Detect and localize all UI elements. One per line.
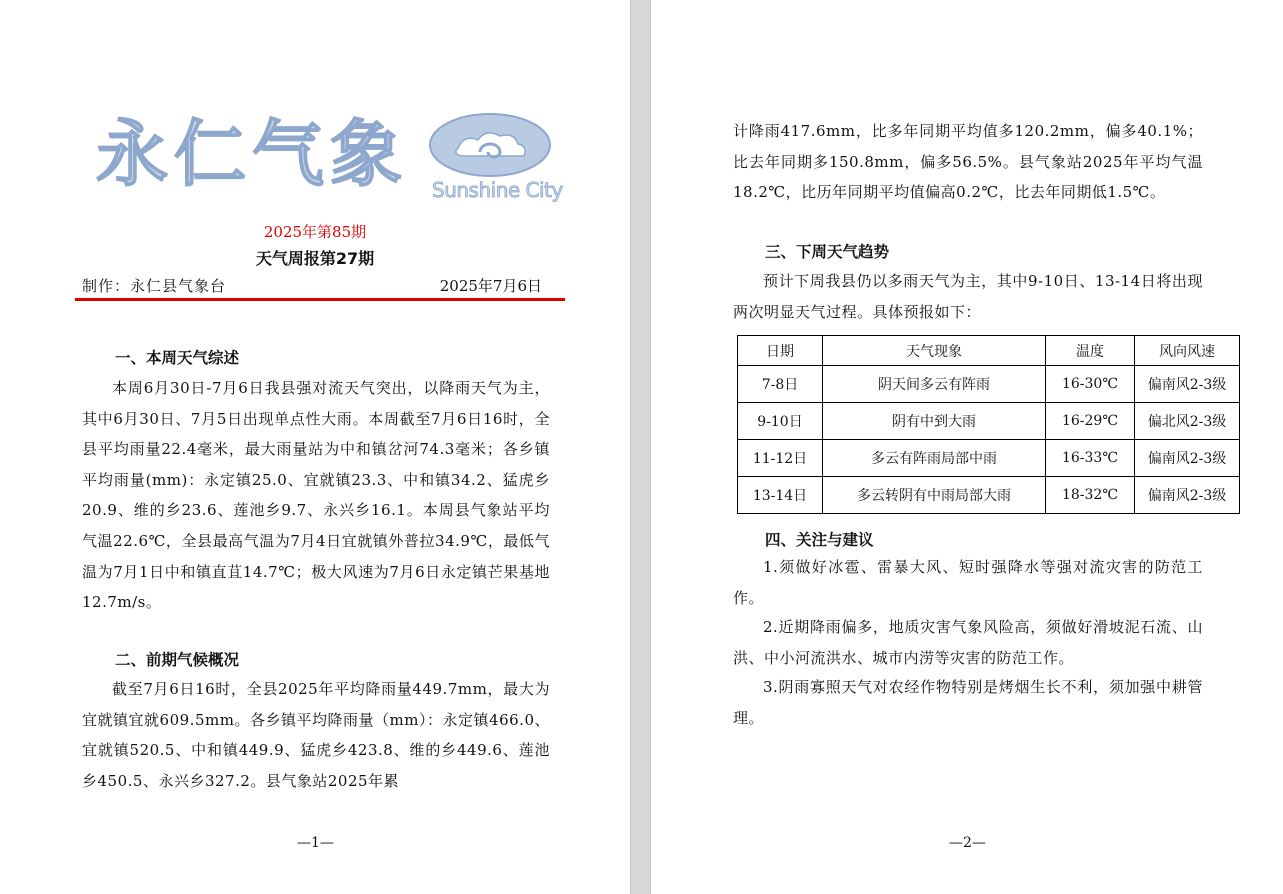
cell-temperature: 18-32℃ [1046, 477, 1135, 514]
document-page-1 [0, 0, 630, 894]
header-wind: 风向风速 [1135, 336, 1240, 366]
section-heading-advice: 四、关注与建议 [765, 531, 874, 549]
advice-item-1: 1.须做好冰雹、雷暴大风、短时强降水等强对流灾害的防范工作。 [733, 558, 1203, 607]
forecast-table [737, 335, 1240, 514]
cell-date: 9-10日 [738, 403, 823, 440]
table-row [738, 440, 1240, 477]
cell-weather: 多云转阴有中雨局部大雨 [823, 477, 1046, 514]
header-temperature: 温度 [1046, 336, 1135, 366]
table-row [738, 403, 1240, 440]
producer-label: 制作：永仁县气象台 [82, 277, 227, 295]
cell-temperature: 16-29℃ [1046, 403, 1135, 440]
table-row [738, 366, 1240, 403]
advice-item-2: 2.近期降雨偏多，地质灾害气象风险高，须做好滑坡泥石流、山洪、中小河流洪水、城市内涝等灾害的防范工作。 [733, 618, 1203, 667]
report-subtitle: 天气周报第27期 [255, 249, 375, 268]
cell-weather: 阴天间多云有阵雨 [823, 366, 1046, 403]
section-heading-next-week: 三、下周天气趋势 [765, 243, 890, 261]
cell-wind: 偏北风2-3级 [1135, 403, 1240, 440]
next-week-text: 预计下周我县仍以多雨天气为主，其中9-10日、13-14日将出现两次明显天气过程。具体预报如下： [733, 272, 1203, 321]
cell-date: 11-12日 [738, 440, 823, 477]
page-number-1: —1— [297, 835, 334, 851]
cell-date: 7-8日 [738, 366, 823, 403]
page-number-2: —2— [949, 835, 986, 851]
climate-overview-continued: 计降雨417.6mm，比多年同期平均值多120.2mm，偏多40.1%；比去年同期多150.8mm，偏多56.5%。县气象站2025年平均气温18.2℃，比历年同期平均值偏高0.2℃，比去年同期低1.5℃。 [733, 122, 1203, 202]
header-date: 日期 [738, 336, 823, 366]
issue-number: 2025年第85期 [263, 223, 367, 241]
cell-date: 13-14日 [738, 477, 823, 514]
section-heading-climate-overview: 二、前期气候概况 [115, 651, 240, 669]
page-gutter [630, 0, 651, 894]
header-weather: 天气现象 [823, 336, 1046, 366]
cell-wind: 偏南风2-3级 [1135, 440, 1240, 477]
table-row [738, 477, 1240, 514]
forecast-table-header [738, 336, 1240, 366]
cell-temperature: 16-33℃ [1046, 440, 1135, 477]
cloud-logo-icon [428, 112, 552, 178]
climate-overview-text: 截至7月6日16时，全县2025年平均降雨量449.7mm，最大为宜就镇宜就609.5mm。各乡镇平均降雨量（mm）：永定镇466.0、宜就镇520.5、中和镇449.9、猛虎乡423.8、维的乡449.6、莲池乡450.5、永兴乡327.2。县气象站2025年累 [82, 680, 550, 790]
document-page-2 [651, 0, 1283, 894]
advice-item-3: 3.阴雨寡照天气对农经作物特别是烤烟生长不利，须加强中耕管理。 [733, 678, 1203, 727]
report-date: 2025年7月6日 [439, 277, 542, 295]
cell-wind: 偏南风2-3级 [1135, 477, 1240, 514]
cell-weather: 阴有中到大雨 [823, 403, 1046, 440]
section-heading-weekly-summary: 一、本周天气综述 [115, 349, 240, 367]
cell-temperature: 16-30℃ [1046, 366, 1135, 403]
masthead-title: 永仁气象 [96, 112, 409, 196]
weekly-summary-text: 本周6月30日-7月6日我县强对流天气突出，以降雨天气为主，其中6月30日、7月5日出现单点性大雨。本周截至7月6日16时，全县平均雨量22.4毫米，最大雨量站为中和镇岔河74.3毫米；各乡镇平均雨量(mm)：永定镇25.0、宜就镇23.3、中和镇34.2、猛虎乡20.9、维的乡23.6、莲池乡9.7、永兴乡16.1。本周县气象站平均气温22.6℃，全县最高气温为7月4日宜就镇外普拉34.9℃，最低气温为7月1日中和镇直苴14.7℃；极大风速为7月6日永定镇芒果基地12.7m/s。 [82, 379, 550, 612]
cell-wind: 偏南风2-3级 [1135, 366, 1240, 403]
masthead-subtitle: Sunshine City [432, 178, 563, 202]
cell-weather: 多云有阵雨局部中雨 [823, 440, 1046, 477]
header-divider [75, 298, 565, 301]
